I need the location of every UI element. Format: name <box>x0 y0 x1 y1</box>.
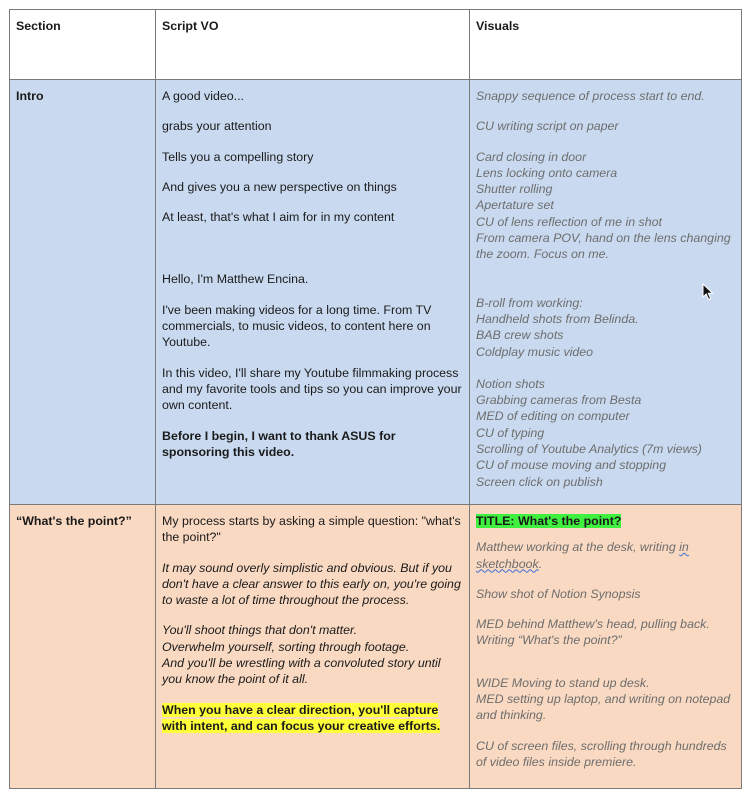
vo-line: In this video, I'll share my Youtube filmmaking process and my favorite tools and tips so you can improve your own content. <box>162 365 462 413</box>
visual-line: Grabbing cameras from Besta <box>476 393 642 408</box>
visual-line: CU of lens reflection of me in shot <box>476 214 662 229</box>
visual-line: Handheld shots from Belinda. <box>476 311 639 326</box>
vo-line: And you'll be wrestling with a convoluted story until you know the point of it all. <box>162 656 441 687</box>
visual-line: Shutter rolling <box>476 182 553 197</box>
header-script-vo[interactable]: Script VO <box>156 10 470 80</box>
visual-title-highlight: TITLE: What's the point? <box>476 513 622 528</box>
visual-text: . <box>538 556 543 571</box>
header-section[interactable]: Section <box>10 10 156 80</box>
visual-line: Card closing in door <box>476 149 587 164</box>
vo-line: A good video... <box>162 89 244 103</box>
visual-line: Lens locking onto camera <box>476 165 618 180</box>
visual-line: Screen click on publish <box>476 474 603 489</box>
visual-block <box>476 675 735 724</box>
visual-line <box>476 539 735 572</box>
visual-line: Writing “What's the point?” <box>476 633 622 648</box>
script-table <box>9 9 742 789</box>
vo-line: Hello, I'm Matthew Encina. <box>162 272 309 287</box>
visual-line: From camera POV, hand on the lens changing the zoom. Focus on me. <box>476 231 731 262</box>
point-vo-cell[interactable] <box>156 504 470 788</box>
intro-section-cell[interactable]: Intro <box>10 80 156 505</box>
vo-line: I've been making videos for a long time. From TV commercials, to music videos, to content here on Youtube. <box>162 302 432 350</box>
vo-line: And gives you a new perspective on things <box>162 179 397 194</box>
intro-vo-cell[interactable] <box>156 80 470 505</box>
spellcheck-word[interactable]: in <box>679 540 689 555</box>
header-visuals[interactable]: Visuals <box>470 10 742 80</box>
vo-highlight-block <box>162 702 463 735</box>
visual-line: CU of typing <box>476 425 545 440</box>
vo-line: It may sound overly simplistic and obvious. But if you don't have a clear answer to this early on, you're going to waste a lot of time throughout the process. <box>162 560 461 608</box>
intro-visuals-cell[interactable] <box>470 80 742 505</box>
visual-block <box>476 295 735 360</box>
point-row <box>10 504 742 788</box>
vo-block <box>162 622 463 687</box>
highlighted-vo-line: When you have a clear direction, you'll capture with intent, and can focus your creative efforts. <box>162 702 441 733</box>
visual-line: MED setting up laptop, and writing on notepad and thinking. <box>476 692 731 723</box>
visual-line: Coldplay music video <box>476 344 594 359</box>
visual-line: BAB crew shots <box>476 328 564 343</box>
spellcheck-word[interactable]: sketchbook <box>476 556 539 571</box>
vo-line: You'll shoot things that don't matter. <box>162 623 358 638</box>
visual-line: CU of screen files, scrolling through hundreds of video files inside premiere. <box>476 738 727 769</box>
visual-block <box>476 376 735 490</box>
point-section-cell[interactable]: “What's the point?” <box>10 504 156 788</box>
vo-line: My process starts by asking a simple question: "what's the point?" <box>162 513 461 545</box>
visual-line: CU writing script on paper <box>476 119 619 134</box>
point-visuals-cell[interactable] <box>470 504 742 788</box>
visual-line: Notion shots <box>476 376 545 391</box>
visual-line: MED of editing on computer <box>476 409 630 424</box>
vo-line: Tells you a compelling story <box>162 149 314 164</box>
visual-line: Snappy sequence of process start to end. <box>476 89 705 103</box>
visual-block <box>476 149 735 263</box>
vo-line-sponsor: Before I begin, I want to thank ASUS for sponsoring this video. <box>162 428 396 459</box>
visual-title-block <box>476 513 735 529</box>
visual-line: MED behind Matthew's head, pulling back. <box>476 617 710 632</box>
visual-text: Matthew working at the desk, writing <box>476 540 680 555</box>
visual-line: B-roll from working: <box>476 295 583 310</box>
visual-block <box>476 616 735 649</box>
visual-line: Apertature set <box>476 198 554 213</box>
visual-line: Show shot of Notion Synopsis <box>476 586 641 601</box>
vo-line: At least, that's what I aim for in my content <box>162 210 395 225</box>
header-row <box>10 10 742 80</box>
intro-row <box>10 80 742 505</box>
vo-line: Overwhelm yourself, sorting through footage. <box>162 639 410 654</box>
vo-line: grabs your attention <box>162 119 272 134</box>
visual-line: CU of mouse moving and stopping <box>476 458 667 473</box>
visual-line: Scrolling of Youtube Analytics (7m views) <box>476 442 702 457</box>
visual-line: WIDE Moving to stand up desk. <box>476 675 650 690</box>
